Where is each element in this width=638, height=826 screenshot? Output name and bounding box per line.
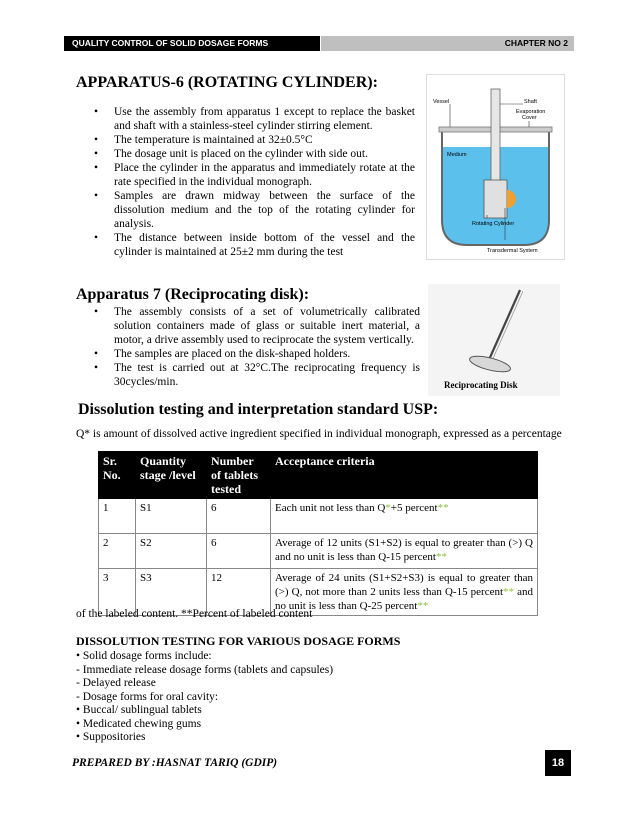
list-item: • Buccal/ sublingual tablets [76,704,202,716]
cell-stage: S3 [136,569,207,616]
apparatus7-title: Apparatus 7 (Reciprocating disk): [76,286,310,303]
reciprocating-disk-figure [428,284,560,396]
reciprocating-disk-diagram [428,284,560,396]
apparatus6-title: APPARATUS-6 (ROTATING CYLINDER): [76,74,378,91]
footnote-star: ** [437,502,449,514]
cell-number: 6 [207,534,271,569]
criteria-text: Each unit not less than Q [275,502,386,514]
list-item: • Medicated chewing gums [76,717,202,730]
footer-prepared-by: PREPARED BY :HASNAT TARIQ (GDIP) [72,757,278,769]
footnote-star: ** [503,586,515,598]
cell-number: 6 [207,499,271,534]
header-number: Number of tablets tested [207,452,271,499]
header-sr: Sr. No. [99,452,136,499]
list-item: • The temperature is maintained at 32±0.5°C [90,133,415,147]
q-note: Q* is amount of dissolved active ingredient specified in individual monograph, expressed as a percentage [76,428,562,440]
table-footnote: of the labeled content. **Percent of labeled content [76,608,313,620]
page-header [64,36,574,51]
list-item: • Use the assembly from apparatus 1 except to replace the basket and shaft with a stainless-steel cylinder stirring element. [90,105,415,133]
table-row [99,499,538,534]
list-item: - Dosage forms for oral cavity: [76,690,219,703]
list-item: • The assembly consists of a set of volumetrically calibrated solution containers made of glass or suitable inert material, a motor, a drive assembly used to reciprocate the system vertically. [90,305,420,347]
usp-title: Dissolution testing and interpretation standard USP: [78,401,439,418]
header-stage: Quantity stage /level [136,452,207,499]
label-evaporation-cover: Evaporation Cover [516,109,546,121]
criteria-text: and no unit is less than Q-25 percent [275,586,534,612]
footnote-star: ** [417,600,429,612]
label-medium: Medium [447,152,467,158]
list-item: • Solid dosage forms include: [76,650,212,662]
label-transdermal-system: Transdermal System [487,248,538,254]
list-item: - Immediate release dosage forms (tablets and capsules) [76,663,334,676]
reciprocating-disk-caption: Reciprocating Disk [444,380,518,390]
cell-number: 12 [207,569,271,616]
apparatus7-list [90,305,420,389]
cell-sr: 3 [99,569,136,616]
footnote-star: * [385,502,391,514]
rotating-cylinder-figure [426,74,565,260]
forms-list [76,650,556,745]
list-item: • The distance between inside bottom of the vessel and the cylinder is maintained at 25±2 mm during the test [90,231,415,259]
list-item: • Place the cylinder in the apparatus and immediately rotate at the rate specified in the individual monograph. [90,161,415,189]
table-header-row [99,452,538,499]
criteria-text: Average of 24 units (S1+S2+S3) is equal to greater than (>) Q, not more than 2 units less than Q-15 percent [275,572,533,598]
header-criteria: Acceptance criteria [271,452,538,499]
footnote-star: ** [436,551,447,563]
list-item: - Delayed release [76,677,156,689]
list-item: • Samples are drawn midway between the surface of the dissolution medium and the top of the rotating cylinder for analysis. [90,189,415,231]
label-shaft: Shaft [524,99,537,105]
cell-criteria [271,534,538,569]
cell-stage: S1 [136,499,207,534]
criteria-text: Average of 12 units (S1+S2) is equal to greater than (>) Q and no unit is less than Q-15 percent [275,537,533,563]
list-item: • The samples are placed on the disk-shaped holders. [90,347,420,361]
label-rotating-cylinder: Rotating Cylinder [472,221,515,227]
list-item: • The dosage unit is placed on the cylinder with side out. [90,147,415,161]
apparatus6-list [90,105,415,259]
list-item: • Suppositories [76,731,146,743]
table-row [99,534,538,569]
header-chapter: CHAPTER NO 2 [321,36,574,51]
page-number: 18 [545,750,571,776]
cell-sr: 2 [99,534,136,569]
list-item: • The test is carried out at 32°C.The reciprocating frequency is 30cycles/min. [90,361,420,389]
cell-sr: 1 [99,499,136,534]
cell-criteria [271,499,538,534]
criteria-text: +5 percent [390,502,438,514]
forms-title: DISSOLUTION TESTING FOR VARIOUS DOSAGE FORMS [76,634,401,648]
cell-stage: S2 [136,534,207,569]
rotating-cylinder-diagram [427,75,564,259]
acceptance-table [98,451,538,616]
label-vessel: Vessel [433,99,450,105]
header-title: QUALITY CONTROL OF SOLID DOSAGE FORMS [64,36,320,51]
